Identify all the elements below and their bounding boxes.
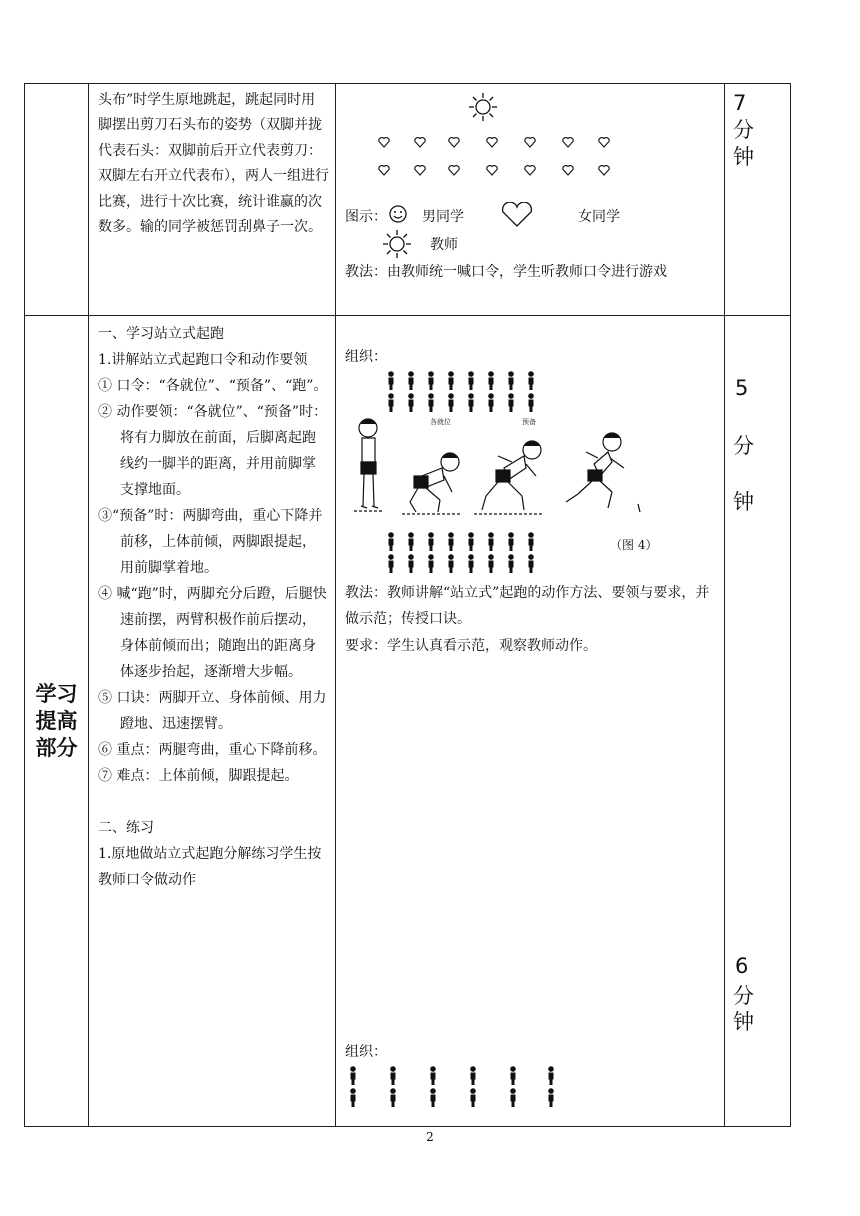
student-formation-top xyxy=(386,371,546,413)
item-ready: ③“预备”时：两脚弯曲，重心下降并前移，上体前倾，两脚跟提起，用前脚掌着地。 xyxy=(98,508,323,576)
teacher-sun-legend-icon xyxy=(382,229,412,259)
lesson-plan-table xyxy=(24,83,791,1127)
study-organization-cell xyxy=(336,316,725,1127)
teacher-sun-icon xyxy=(468,92,498,122)
section-cell-empty xyxy=(25,84,89,316)
item-run: ④ 喊“跑”时，两脚充分后蹬，后腿快速前摆，两臂积极作前后摆动，身体前倾而出；随跑出的距离身体逐步抬起，逐渐增大步幅。 xyxy=(98,586,327,680)
students-hearts-formation xyxy=(376,134,626,184)
boy-smiley-icon xyxy=(388,204,408,224)
section-title-line-2: 提高 xyxy=(35,708,78,733)
time2-unit-1: 分 xyxy=(733,984,754,1008)
item-mnemonic: ⑤ 口诀：两脚开立、身体前倾、用力蹬地、迅速摆臂。 xyxy=(98,690,327,732)
pose-label-ready-position: 各就位 xyxy=(430,418,451,426)
game-time-unit-1: 分 xyxy=(733,118,754,142)
game-time-number: 7 xyxy=(733,91,747,115)
page-number: 2 xyxy=(426,1130,434,1144)
item-key-point: ⑥ 重点：两腿弯曲，重心下降前移。 xyxy=(98,742,327,758)
time1-number: 5 xyxy=(735,376,749,400)
org-label-1: 组织： xyxy=(345,349,387,365)
standing-start-illustration xyxy=(346,416,646,524)
game-time-unit-2: 钟 xyxy=(733,145,754,169)
legend-label: 图示： xyxy=(345,209,387,225)
girl-heart-icon xyxy=(500,202,534,228)
game-row xyxy=(25,84,791,316)
game-time-cell xyxy=(725,84,791,316)
section-title-line-1: 学习 xyxy=(35,681,78,706)
pose-label-set: 预备 xyxy=(522,418,536,426)
practice-formation xyxy=(348,1066,562,1110)
game-method: 教法：由教师统一喊口令，学生听教师口令进行游戏 xyxy=(345,264,667,280)
boy-label: 男同学 xyxy=(422,209,464,225)
item-essentials: ② 动作要领：“各就位”、“预备”时：将有力脚放在前面，后脚离起跑线约一脚半的距离，并用前脚掌支撑地面。 xyxy=(98,404,328,498)
study-requirement: 要求：学生认真看示范，观察教师动作。 xyxy=(345,638,597,654)
game-description: 头布”时学生原地跳起，跳起同时用脚摆出剪刀石头布的姿势（双脚并拢代表石头：双脚前后开立代表剪刀：双脚左右开立代表布），两人一组进行比赛，进行十次比赛，统计谁赢的次数多。输的同学被惩罚刮鼻子一次。 xyxy=(98,92,329,236)
teacher-label: 教师 xyxy=(430,237,458,253)
item-1: 1.讲解站立式起跑口令和动作要领 xyxy=(98,352,308,368)
item-difficulty: ⑦ 难点：上体前倾，脚跟提起。 xyxy=(98,768,299,784)
time2-unit-2: 钟 xyxy=(733,1010,754,1034)
item-practice-1: 1.原地做站立式起跑分解练习学生按教师口令做动作 xyxy=(98,846,322,888)
student-formation-bottom xyxy=(386,532,546,574)
study-row xyxy=(25,316,791,1127)
game-description-cell xyxy=(89,84,336,316)
study-method: 教法：教师讲解“站立式”起跑的动作方法、要领与要求，并做示范；传授口诀。 xyxy=(345,585,710,627)
game-organization-cell xyxy=(336,84,725,316)
time1-unit-1: 分 xyxy=(733,434,754,458)
girl-label: 女同学 xyxy=(578,209,620,225)
time1-unit-2: 钟 xyxy=(733,490,754,514)
section-title-line-3: 部分 xyxy=(35,735,78,760)
section-title-cell xyxy=(25,316,89,1127)
time2-number: 6 xyxy=(735,954,749,978)
heading-standing-start: 一、学习站立式起跑 xyxy=(98,326,224,342)
study-content-cell xyxy=(89,316,336,1127)
study-time-cell xyxy=(725,316,791,1127)
figure-caption: （图 4） xyxy=(610,538,658,552)
heading-practice: 二、练习 xyxy=(98,820,154,836)
item-command: ① 口令：“各就位”、“预备”、“跑”。 xyxy=(98,378,328,394)
org-label-2: 组织： xyxy=(345,1044,387,1060)
